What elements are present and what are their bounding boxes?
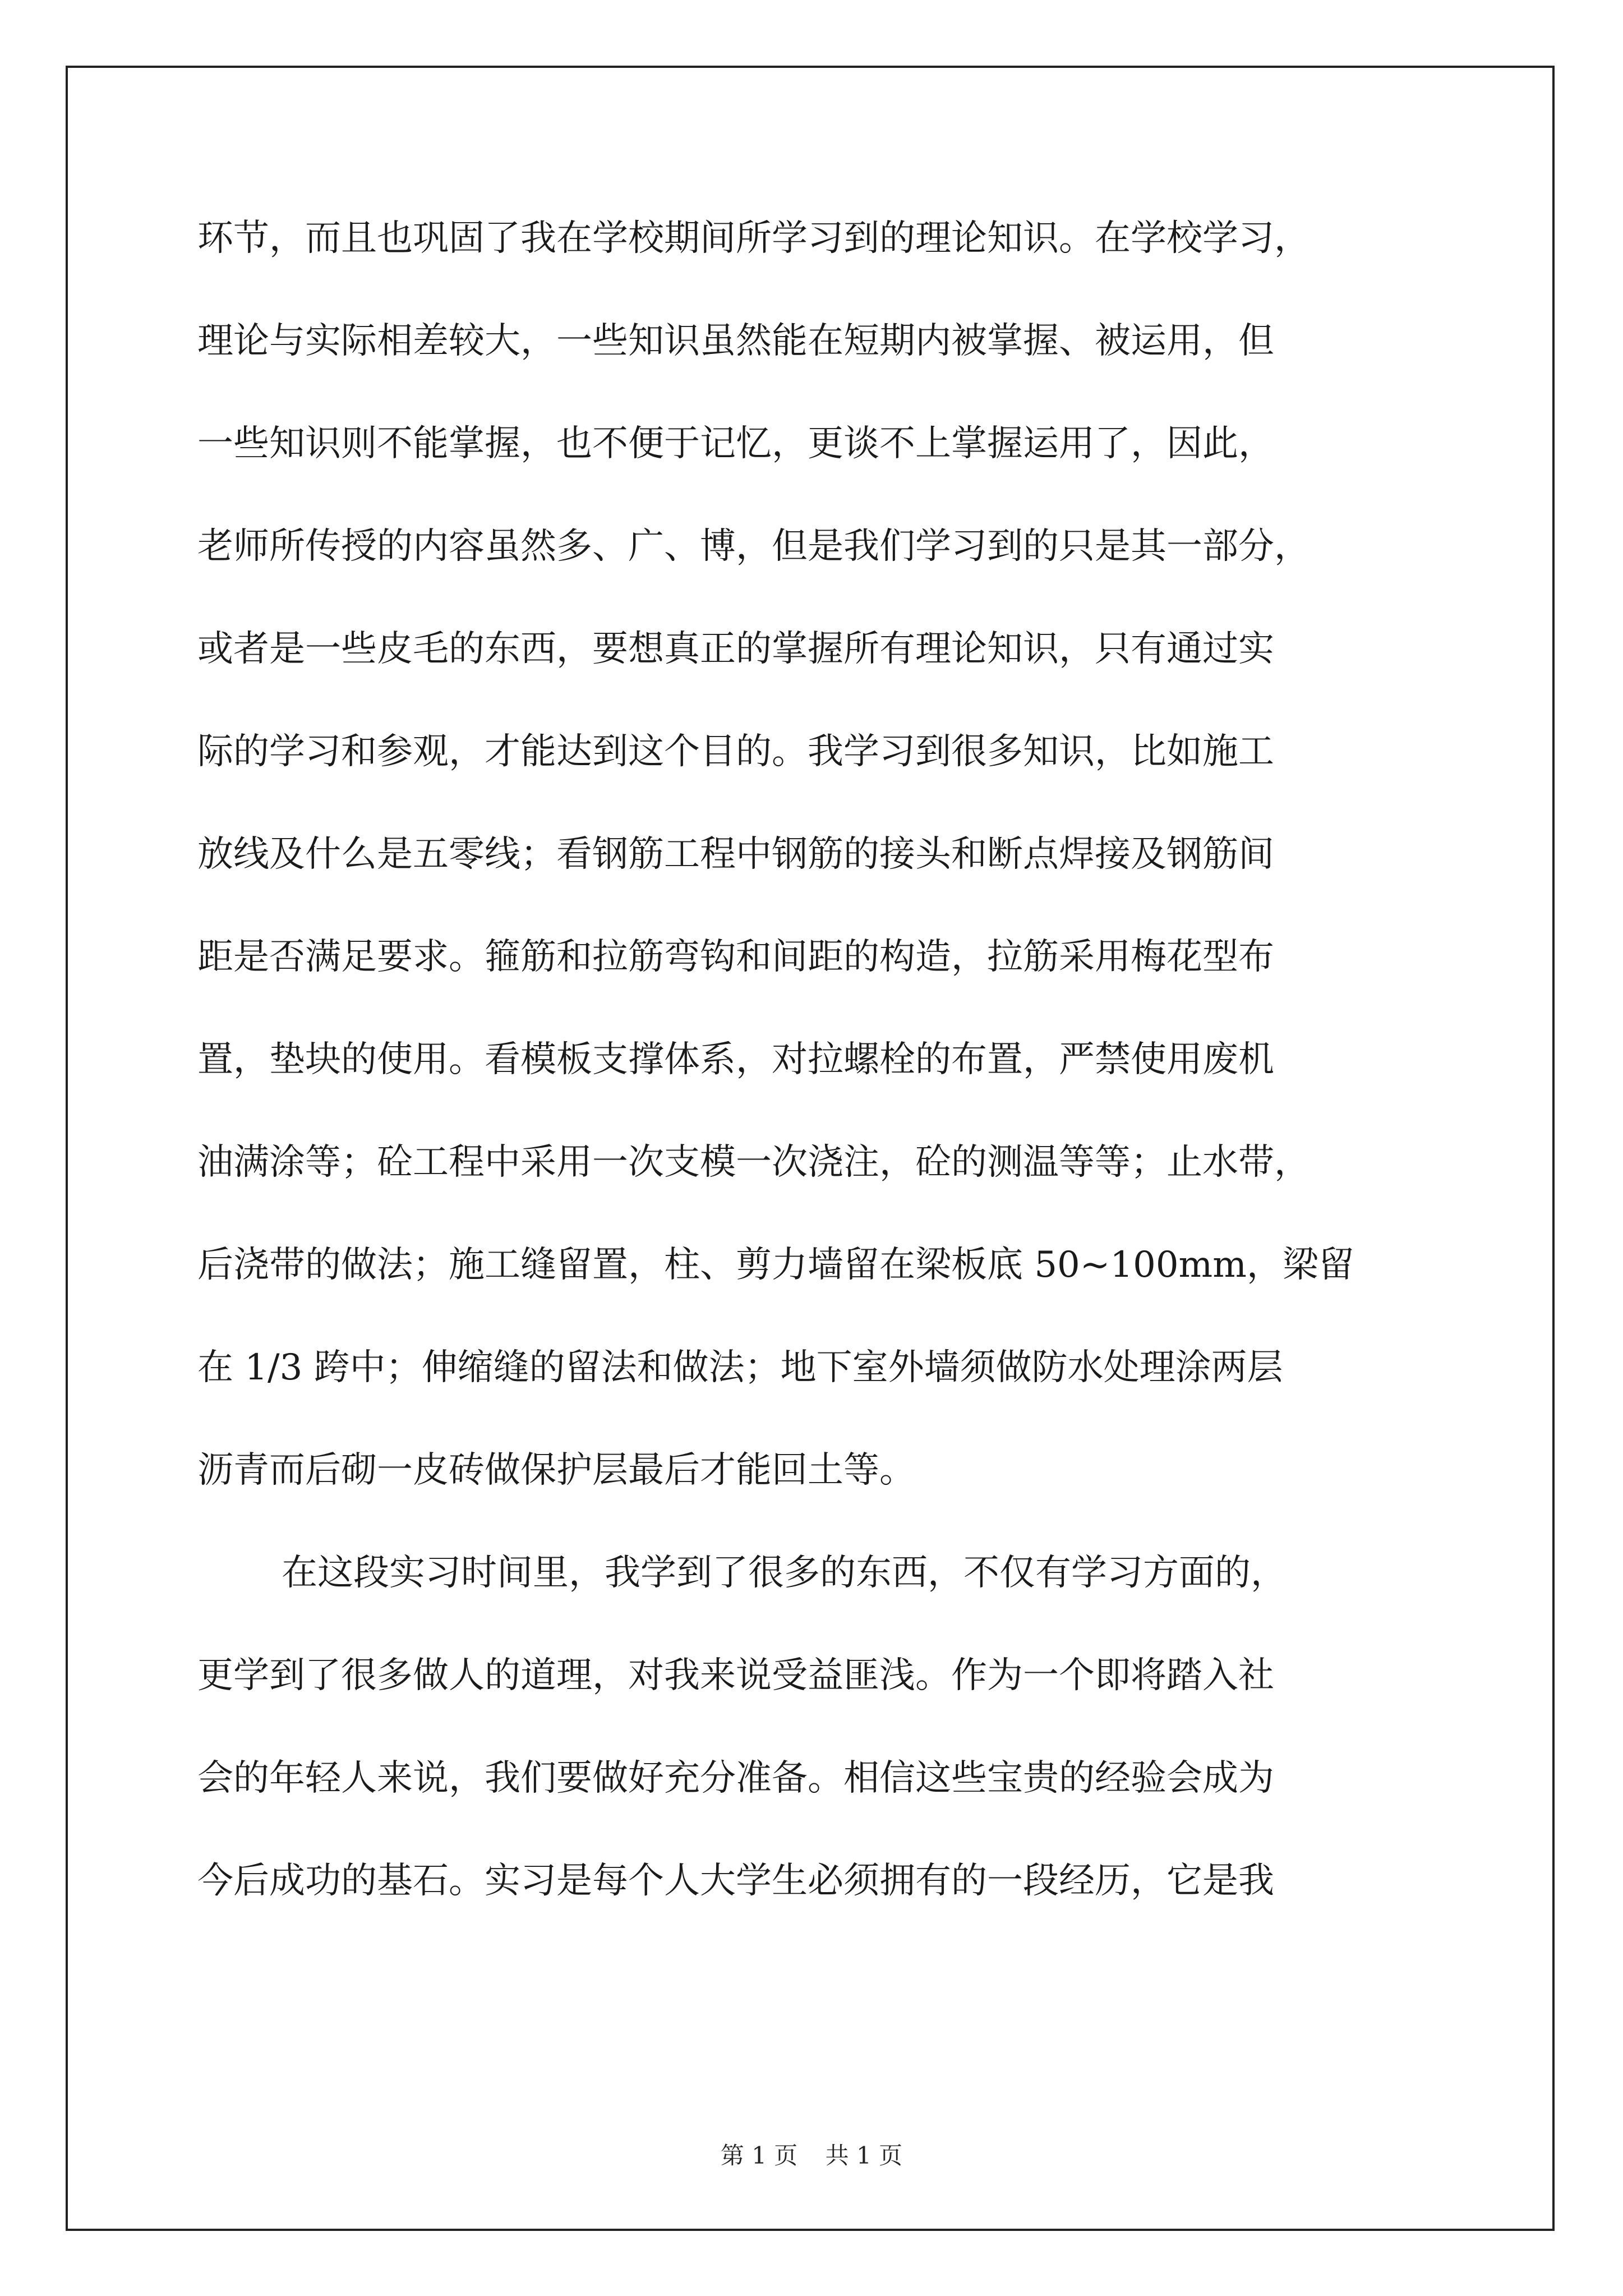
- text-line: 油满涂等；砼工程中采用一次支模一次浇注，砼的测温等等；止水带，: [197, 1142, 1310, 1183]
- text-line: 会的年轻人来说，我们要做好充分准备。相信这些宝贵的经验会成为: [197, 1757, 1274, 1799]
- text-line: 后浇带的做法；施工缝留置，柱、剪力墙留在梁板底 50~100mm，梁留: [197, 1244, 1354, 1286]
- text-line: 在 1/3 跨中；伸缩缝的留法和做法；地下室外墙须做防水处理涂两层: [197, 1347, 1283, 1388]
- text-line: 环节，而且也巩固了我在学校期间所学习到的理论知识。在学校学习，: [197, 218, 1310, 259]
- text-line: 今后成功的基石。实习是每个人大学生必须拥有的一段经历，它是我: [197, 1860, 1274, 1902]
- page-footer: [0, 2137, 1623, 2171]
- text-line: 放线及什么是五零线；看钢筋工程中钢筋的接头和断点焊接及钢筋间: [197, 834, 1274, 875]
- page-total: 共 1 页: [825, 2142, 903, 2169]
- text-line: 一些知识则不能掌握，也不便于记忆，更谈不上掌握运用了，因此，: [197, 423, 1274, 464]
- text-line: 置，垫块的使用。看模板支撑体系，对拉螺栓的布置，严禁使用废机: [197, 1039, 1274, 1080]
- text-line: 更学到了很多做人的道理，对我来说受益匪浅。作为一个即将踏入社: [197, 1655, 1274, 1696]
- text-line: 在这段实习时间里，我学到了很多的东西，不仅有学习方面的，: [282, 1552, 1287, 1594]
- document-body: [197, 205, 1437, 1950]
- text-line: 或者是一些皮毛的东西，要想真正的掌握所有理论知识，只有通过实: [197, 628, 1274, 670]
- page-number: 第 1 页: [720, 2142, 798, 2169]
- text-line: 沥青而后砌一皮砖做保护层最后才能回土等。: [197, 1450, 915, 1491]
- text-line: 距是否满足要求。箍筋和拉筋弯钩和间距的构造，拉筋采用梅花型布: [197, 936, 1274, 978]
- text-line: 老师所传授的内容虽然多、广、博，但是我们学习到的只是其一部分，: [197, 526, 1310, 567]
- text-line: 际的学习和参观，才能达到这个目的。我学习到很多知识，比如施工: [197, 731, 1274, 772]
- text-line: 理论与实际相差较大，一些知识虽然能在短期内被掌握、被运用，但: [197, 320, 1274, 362]
